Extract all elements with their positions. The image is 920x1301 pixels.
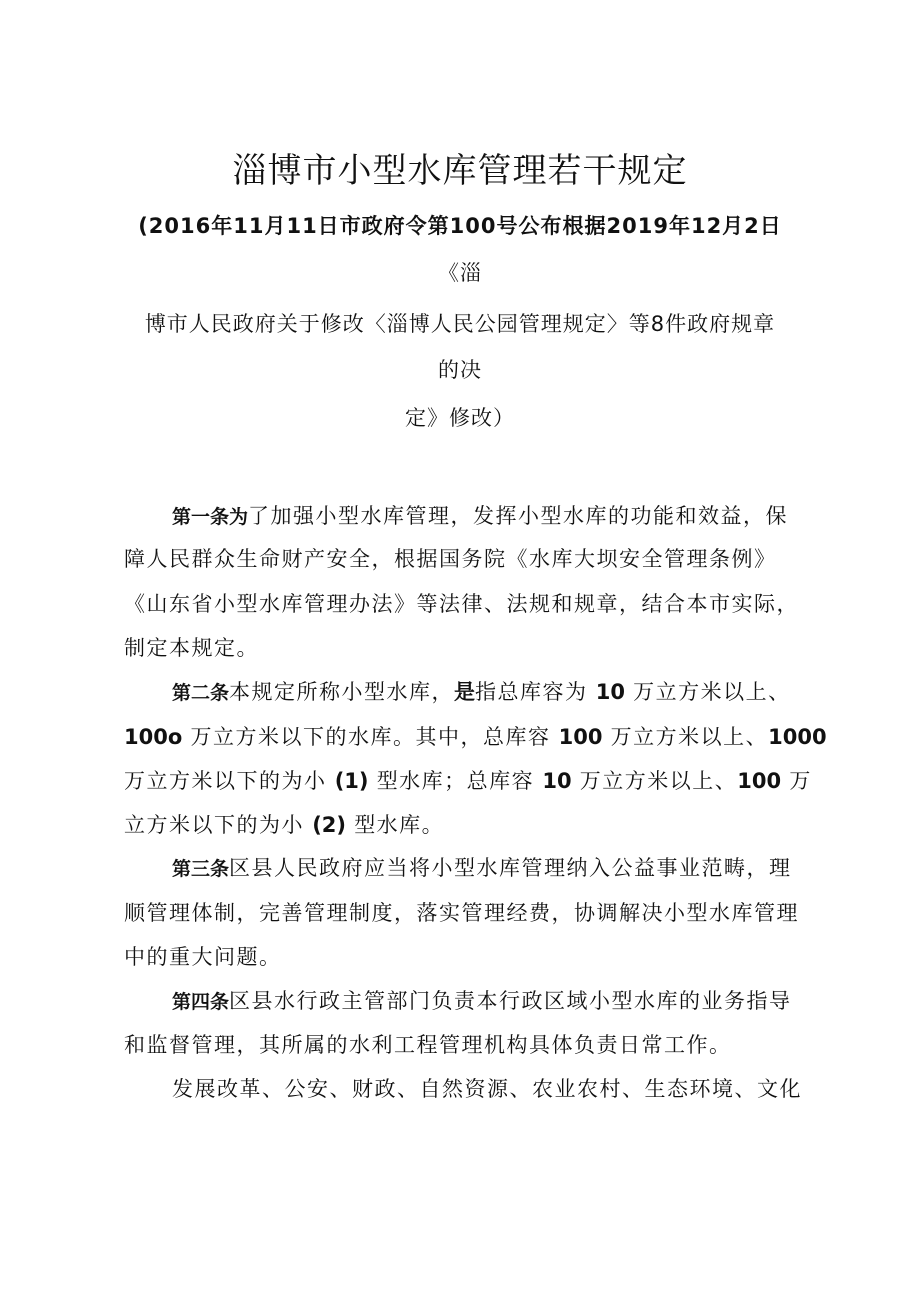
article-4-line-1: 第四条区县水行政主管部门负责本行政区域小型水库的业务指导 (172, 989, 792, 1013)
article-1-line-2: 障人民群众生命财产安全，根据国务院《水库大坝安全管理条例》 (124, 547, 777, 571)
article-1-line-3: 《山东省小型水库管理办法》等法律、法规和规章，结合本市实际， (124, 592, 799, 616)
subtitle-line-4: 的决 (438, 358, 482, 382)
article-1-line-1: 第一条为了加强小型水库管理，发挥小型水库的功能和效益，保 (172, 504, 789, 528)
article-1-line-4: 制定本规定。 (124, 636, 259, 660)
article-2-line-2: 100o 万立方米以下的水库。其中，总库容 100 万立方米以上、1000 (124, 725, 827, 749)
subtitle-line-5: 定》修改） (405, 406, 515, 430)
article-2-label: 第二条 (172, 682, 230, 704)
article-3-line-1: 第三条区县人民政府应当将小型水库管理纳入公益事业范畴，理 (172, 856, 792, 880)
subtitle-line-3: 博市人民政府关于修改〈淄博人民公园管理规定〉等8件政府规章 (144, 312, 776, 336)
article-4-line-3: 发展改革、公安、财政、自然资源、农业农村、生态环境、文化 (172, 1077, 802, 1101)
article-4-line-2: 和监督管理，其所属的水利工程管理机构具体负责日常工作。 (124, 1033, 732, 1057)
article-1-label: 第一条为 (172, 506, 249, 528)
article-2-line-3: 万立方米以下的为小 (1) 型水库；总库容 10 万立方米以上、100 万 (124, 769, 812, 793)
document-title: 淄博市小型水库管理若干规定 (232, 151, 688, 191)
subtitle-line-2: 《淄 (438, 261, 482, 285)
article-3-line-2: 顺管理体制，完善管理制度，落实管理经费，协调解决小型水库管理 (124, 901, 799, 925)
article-2-line-4: 立方米以下的为小 (2) 型水库。 (124, 813, 445, 837)
article-3-line-3: 中的重大问题。 (124, 945, 282, 969)
article-4-label: 第四条 (172, 991, 230, 1013)
article-3-label: 第三条 (172, 858, 230, 880)
article-2-line-1: 第二条本规定所称小型水库，是指总库容为 10 万立方米以上、 (172, 680, 791, 704)
subtitle-line-1: (2016年11月11日市政府令第100号公布根据2019年12月2日 (138, 214, 782, 238)
